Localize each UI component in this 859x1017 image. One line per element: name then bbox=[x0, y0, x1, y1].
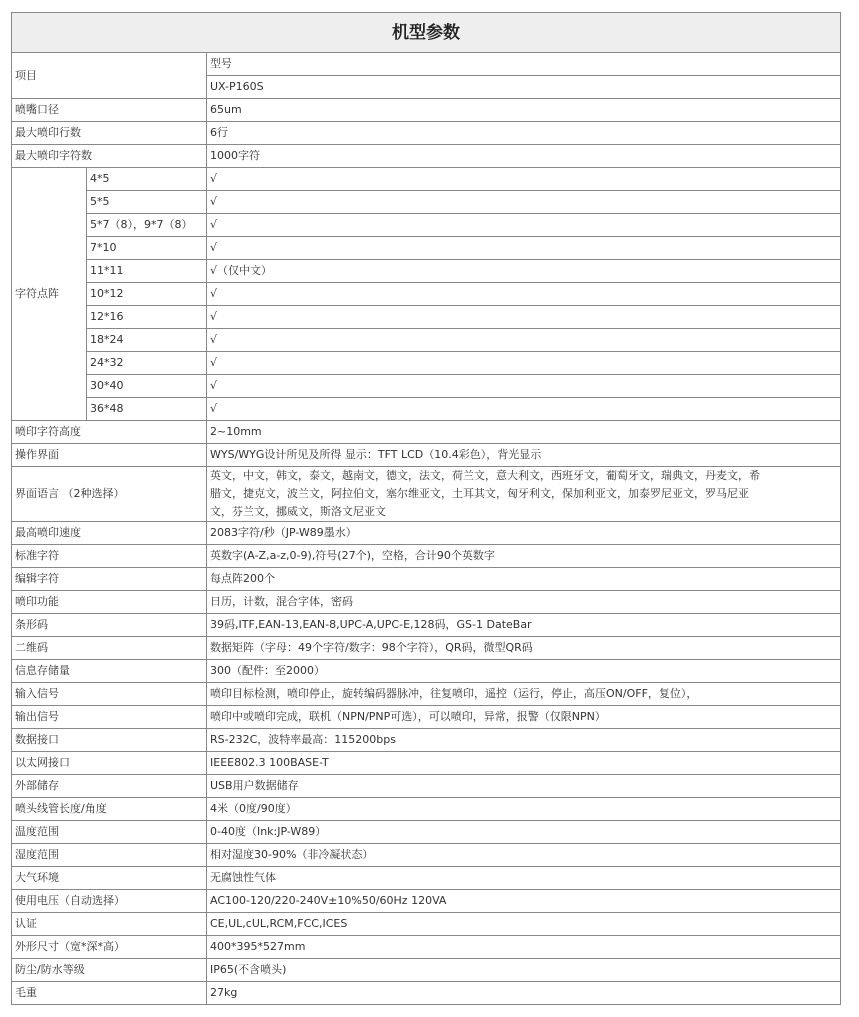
dot-matrix-size: 36*48 bbox=[87, 398, 207, 421]
spec-value: 65um bbox=[207, 99, 841, 122]
spec-row bbox=[12, 706, 841, 729]
dot-matrix-row bbox=[12, 260, 841, 283]
spec-label: 最大喷印行数 bbox=[12, 122, 207, 145]
spec-row bbox=[12, 122, 841, 145]
dot-matrix-row bbox=[12, 329, 841, 352]
spec-value: 喷印中或喷印完成，联机（NPN/PNP可选），可以喷印，异常，报警（仅限NPN） bbox=[207, 706, 841, 729]
dot-matrix-value: √ bbox=[207, 352, 841, 375]
spec-label: 操作界面 bbox=[12, 444, 207, 467]
dot-matrix-row bbox=[12, 398, 841, 421]
spec-value: 400*395*527mm bbox=[207, 936, 841, 959]
spec-label: 认证 bbox=[12, 913, 207, 936]
dot-matrix-row bbox=[12, 375, 841, 398]
language-label: 界面语言 （2种选择） bbox=[12, 467, 207, 522]
spec-label: 喷印功能 bbox=[12, 591, 207, 614]
dot-matrix-value: √ bbox=[207, 306, 841, 329]
spec-row bbox=[12, 99, 841, 122]
spec-row bbox=[12, 913, 841, 936]
spec-row bbox=[12, 890, 841, 913]
dot-matrix-value: √ bbox=[207, 237, 841, 260]
dot-matrix-size: 5*7（8），9*7（8） bbox=[87, 214, 207, 237]
spec-label: 温度范围 bbox=[12, 821, 207, 844]
dot-matrix-value: √ bbox=[207, 214, 841, 237]
spec-row bbox=[12, 421, 841, 444]
dot-matrix-size: 24*32 bbox=[87, 352, 207, 375]
spec-table bbox=[11, 12, 841, 1005]
spec-value: CE,UL,cUL,RCM,FCC,ICES bbox=[207, 913, 841, 936]
spec-row bbox=[12, 775, 841, 798]
spec-value: IP65(不含喷头) bbox=[207, 959, 841, 982]
spec-label: 标准字符 bbox=[12, 545, 207, 568]
spec-row bbox=[12, 637, 841, 660]
spec-value: RS-232C，波特率最高：115200bps bbox=[207, 729, 841, 752]
dot-matrix-size: 5*5 bbox=[87, 191, 207, 214]
spec-row bbox=[12, 660, 841, 683]
language-row bbox=[12, 467, 841, 522]
dot-matrix-value: √ bbox=[207, 398, 841, 421]
spec-label: 编辑字符 bbox=[12, 568, 207, 591]
dot-matrix-size: 18*24 bbox=[87, 329, 207, 352]
spec-row bbox=[12, 821, 841, 844]
spec-value: 英数字(A-Z,a-z,0-9),符号(27个)，空格，合计90个英数字 bbox=[207, 545, 841, 568]
spec-row bbox=[12, 444, 841, 467]
spec-row bbox=[12, 729, 841, 752]
spec-value: IEEE802.3 100BASE-T bbox=[207, 752, 841, 775]
spec-label: 喷头线管长度/角度 bbox=[12, 798, 207, 821]
spec-row bbox=[12, 614, 841, 637]
spec-row bbox=[12, 798, 841, 821]
spec-row bbox=[12, 568, 841, 591]
spec-label: 防尘/防水等级 bbox=[12, 959, 207, 982]
spec-value: 0-40度（Ink:JP-W89） bbox=[207, 821, 841, 844]
spec-value: 每点阵200个 bbox=[207, 568, 841, 591]
dot-matrix-row bbox=[12, 214, 841, 237]
spec-value: AC100-120/220-240V±10%50/60Hz 120VA bbox=[207, 890, 841, 913]
spec-row bbox=[12, 752, 841, 775]
spec-row bbox=[12, 959, 841, 982]
spec-label: 数据接口 bbox=[12, 729, 207, 752]
spec-label: 二维码 bbox=[12, 637, 207, 660]
dot-matrix-size: 12*16 bbox=[87, 306, 207, 329]
spec-value: 2083字符/秒（JP-W89墨水） bbox=[207, 522, 841, 545]
spec-label: 喷嘴口径 bbox=[12, 99, 207, 122]
language-value: 英文，中文，韩文，泰文，越南文，德文，法文，荷兰文，意大利文，西班牙文，葡萄牙文，瑞典文，丹麦文，希 腊文，捷克文，波兰文，阿拉伯文，塞尔维亚文，土耳其文，匈牙利文，保加利亚文，加泰罗尼亚文，罗马尼亚 文，芬兰文，挪威文，斯洛文尼亚文 bbox=[207, 467, 841, 522]
dot-matrix-size: 10*12 bbox=[87, 283, 207, 306]
spec-row bbox=[12, 591, 841, 614]
spec-label: 信息存储量 bbox=[12, 660, 207, 683]
spec-value: WYS/WYG设计所见及所得 显示：TFT LCD（10.4彩色），背光显示 bbox=[207, 444, 841, 467]
dot-matrix-value: √ bbox=[207, 329, 841, 352]
dot-matrix-row bbox=[12, 191, 841, 214]
model-header: 型号 bbox=[207, 53, 841, 76]
dot-matrix-value: √（仅中文） bbox=[207, 260, 841, 283]
model-label: 项目 bbox=[12, 53, 207, 99]
spec-label: 毛重 bbox=[12, 982, 207, 1005]
dot-matrix-value: √ bbox=[207, 375, 841, 398]
spec-value: 6行 bbox=[207, 122, 841, 145]
table-title: 机型参数 bbox=[12, 13, 841, 53]
spec-row bbox=[12, 145, 841, 168]
dot-matrix-row bbox=[12, 237, 841, 260]
spec-row bbox=[12, 867, 841, 890]
spec-label: 外部储存 bbox=[12, 775, 207, 798]
spec-label: 输出信号 bbox=[12, 706, 207, 729]
spec-row bbox=[12, 936, 841, 959]
spec-label: 湿度范围 bbox=[12, 844, 207, 867]
dot-matrix-size: 11*11 bbox=[87, 260, 207, 283]
spec-value: 2~10mm bbox=[207, 421, 841, 444]
spec-row bbox=[12, 982, 841, 1005]
spec-row bbox=[12, 683, 841, 706]
spec-value: 数据矩阵（字母：49个字符/数字：98个字符），QR码，微型QR码 bbox=[207, 637, 841, 660]
spec-label: 使用电压（自动选择） bbox=[12, 890, 207, 913]
model-value: UX-P160S bbox=[207, 76, 841, 99]
dot-matrix-value: √ bbox=[207, 283, 841, 306]
spec-value: 1000字符 bbox=[207, 145, 841, 168]
spec-value: 无腐蚀性气体 bbox=[207, 867, 841, 890]
spec-label: 输入信号 bbox=[12, 683, 207, 706]
spec-value: 喷印目标检测，喷印停止，旋转编码器脉冲，往复喷印，遥控（运行，停止，高压ON/OFF，复位）， bbox=[207, 683, 841, 706]
spec-value: 日历，计数，混合字体，密码 bbox=[207, 591, 841, 614]
spec-label: 最高喷印速度 bbox=[12, 522, 207, 545]
dot-matrix-row bbox=[12, 168, 841, 191]
dot-matrix-label: 字符点阵 bbox=[12, 168, 87, 421]
dot-matrix-value: √ bbox=[207, 168, 841, 191]
dot-matrix-size: 7*10 bbox=[87, 237, 207, 260]
spec-value: 4米（0度/90度） bbox=[207, 798, 841, 821]
spec-value: 39码,ITF,EAN-13,EAN-8,UPC-A,UPC-E,128码，GS-1 DateBar bbox=[207, 614, 841, 637]
dot-matrix-size: 30*40 bbox=[87, 375, 207, 398]
spec-label: 最大喷印字符数 bbox=[12, 145, 207, 168]
spec-label: 喷印字符高度 bbox=[12, 421, 207, 444]
spec-value: 相对湿度30-90%（非冷凝状态） bbox=[207, 844, 841, 867]
spec-value: 300（配件：至2000） bbox=[207, 660, 841, 683]
spec-value: USB用户数据储存 bbox=[207, 775, 841, 798]
spec-label: 以太网接口 bbox=[12, 752, 207, 775]
spec-row bbox=[12, 522, 841, 545]
dot-matrix-value: √ bbox=[207, 191, 841, 214]
dot-matrix-row bbox=[12, 306, 841, 329]
spec-label: 外形尺寸（宽*深*高） bbox=[12, 936, 207, 959]
spec-label: 条形码 bbox=[12, 614, 207, 637]
spec-value: 27kg bbox=[207, 982, 841, 1005]
spec-row bbox=[12, 545, 841, 568]
dot-matrix-size: 4*5 bbox=[87, 168, 207, 191]
spec-label: 大气环境 bbox=[12, 867, 207, 890]
dot-matrix-row bbox=[12, 283, 841, 306]
dot-matrix-row bbox=[12, 352, 841, 375]
spec-row bbox=[12, 844, 841, 867]
